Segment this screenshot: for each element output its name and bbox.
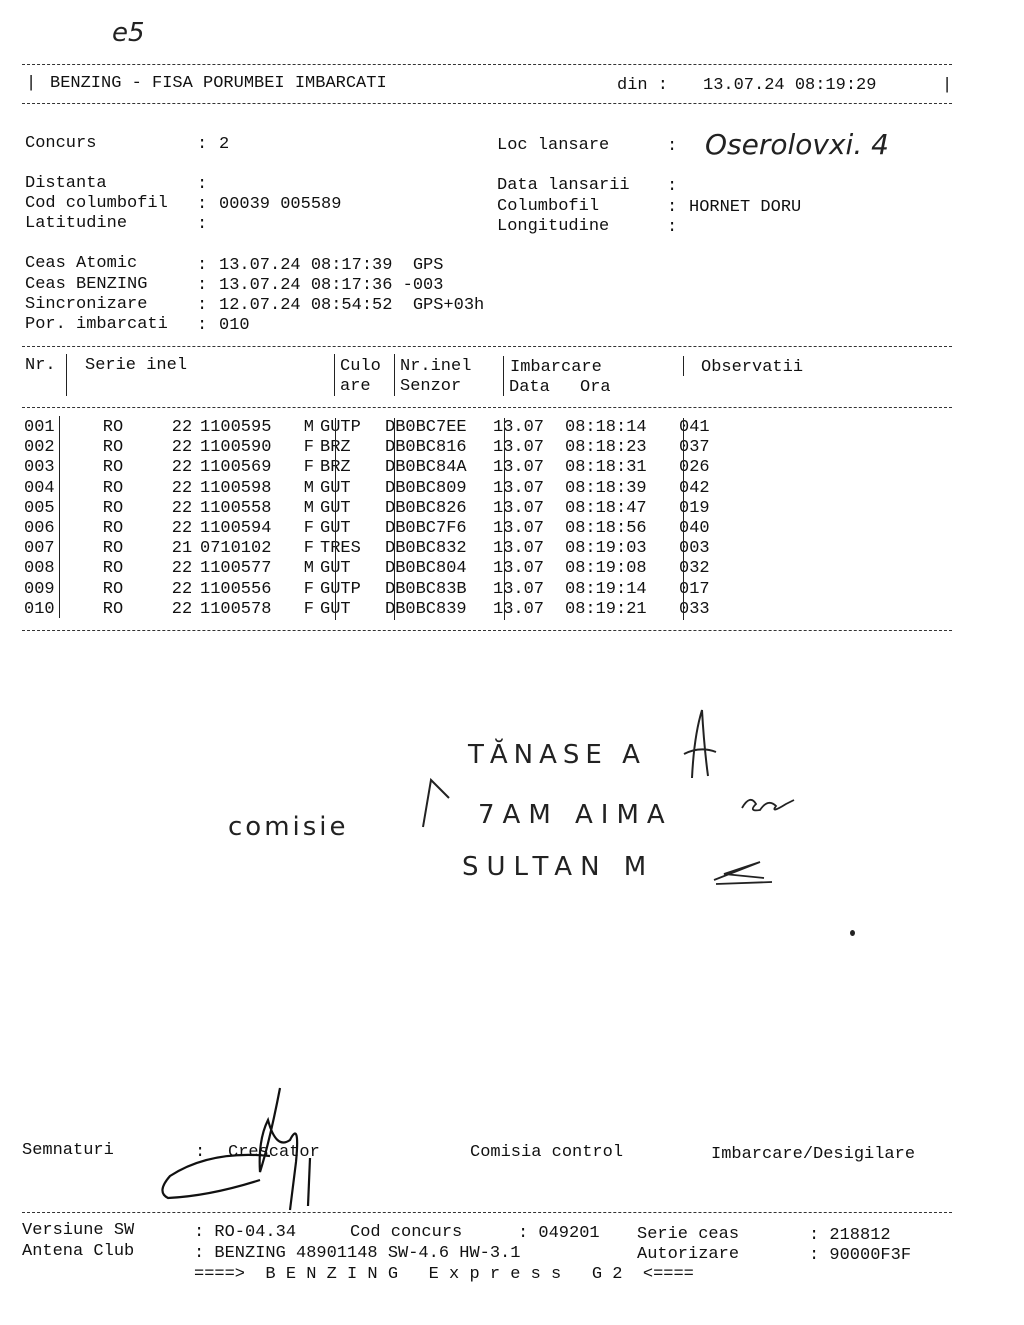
sincronizare-colon: : — [197, 296, 208, 315]
row-nr: 005 — [24, 498, 55, 518]
cod-concurs-value: : 049201 — [518, 1224, 600, 1243]
bracket-mark — [415, 772, 455, 832]
longitudine-label: Longitudine — [497, 217, 610, 236]
row-obs: 003 — [679, 539, 710, 559]
sincronizare-value: 12.07.24 08:54:52 GPS+03h — [219, 296, 485, 315]
row-inel: 1100577 — [200, 559, 272, 579]
autorizare-label: Autorizare — [637, 1245, 740, 1264]
row-ora: 08:19:03 — [565, 539, 647, 559]
data-lansarii-label: Data lansarii — [497, 176, 630, 195]
row-obs: 040 — [679, 519, 710, 539]
row-an: 22 — [171, 498, 193, 518]
body-separator-5 — [683, 418, 684, 620]
row-sex: M — [303, 498, 314, 518]
table-row — [24, 499, 739, 519]
por-imbarcati-value: 010 — [219, 316, 250, 335]
row-sex: M — [303, 559, 314, 579]
ceas-atomic-value: 13.07.24 08:17:39 GPS — [219, 256, 444, 275]
header-separator-5 — [683, 356, 684, 376]
table-bottom-rule — [22, 630, 952, 631]
header-din-value: 13.07.24 08:19:29 — [703, 76, 877, 95]
row-an: 22 — [171, 458, 193, 478]
row-obs: 033 — [679, 599, 710, 619]
row-an: 22 — [171, 519, 193, 539]
row-sex: F — [303, 539, 314, 559]
columbofil-colon: : — [667, 198, 678, 217]
ceas-benzing-label: Ceas BENZING — [25, 275, 148, 294]
row-tara: RO — [102, 438, 124, 458]
autorizare-value: : 90000F3F — [809, 1246, 912, 1265]
row-nr: 002 — [24, 438, 55, 458]
row-ora: 08:19:21 — [565, 599, 647, 619]
row-culoare: BRZ — [320, 458, 351, 478]
antena-value: : BENZING 48901148 SW-4.6 HW-3.1 — [194, 1244, 521, 1263]
col-header-ora: Ora — [580, 378, 611, 397]
columbofil-label: Columbofil — [497, 197, 600, 216]
table-row — [24, 580, 739, 600]
row-an: 22 — [171, 599, 193, 619]
row-data: 13.07 — [493, 438, 545, 458]
columbofil-value: HORNET DORU — [689, 198, 802, 217]
body-separator-3 — [394, 418, 395, 620]
row-ora: 08:19:14 — [565, 579, 647, 599]
row-tara: RO — [102, 599, 124, 619]
row-obs: 041 — [679, 418, 710, 437]
top-handwritten-note: e5 — [112, 18, 145, 48]
row-nr: 004 — [24, 478, 55, 498]
row-nr: 001 — [24, 418, 55, 437]
initial-signature-1 — [674, 706, 724, 782]
table-row — [24, 438, 739, 458]
row-sex: M — [303, 418, 314, 437]
row-sex: F — [303, 579, 314, 599]
row-ora: 08:18:56 — [565, 519, 647, 539]
row-culoare: GUTP — [320, 418, 361, 437]
row-inel: 1100595 — [200, 418, 272, 437]
row-sex: F — [303, 438, 314, 458]
row-senzor: DB0BC7EE — [385, 418, 467, 437]
row-senzor: DB0BC809 — [385, 478, 467, 498]
row-culoare: GUTP — [320, 579, 361, 599]
concurs-label: Concurs — [25, 134, 97, 153]
row-ora: 08:19:08 — [565, 559, 647, 579]
row-tara: RO — [102, 478, 124, 498]
row-inel: 1100569 — [200, 458, 272, 478]
table-header-rule — [22, 407, 952, 408]
row-inel: 1100578 — [200, 599, 272, 619]
boarding-table-body — [24, 418, 739, 620]
versiune-value: : RO-04.34 — [194, 1223, 297, 1242]
data-lansarii-colon: : — [667, 177, 678, 196]
row-culoare: GUT — [320, 599, 351, 619]
header-separator-3 — [394, 354, 395, 396]
row-ora: 08:18:14 — [565, 418, 647, 437]
row-obs: 017 — [679, 579, 710, 599]
table-row — [24, 479, 739, 499]
header-separator-2 — [334, 354, 335, 396]
col-header-culoare-1: Culo — [340, 357, 381, 376]
row-senzor: DB0BC804 — [385, 559, 467, 579]
ceas-benzing-value: 13.07.24 08:17:36 -003 — [219, 276, 444, 295]
distanta-colon: : — [197, 175, 208, 194]
footer-top-rule — [22, 1212, 952, 1213]
row-culoare: BRZ — [320, 438, 351, 458]
header-top-rule — [22, 64, 952, 65]
latitudine-label: Latitudine — [25, 214, 128, 233]
row-nr: 009 — [24, 579, 55, 599]
row-tara: RO — [102, 458, 124, 478]
handwritten-name-3: SULTAN M — [462, 852, 655, 882]
signature-imbarcare-desigilare: Imbarcare/Desigilare — [711, 1145, 916, 1164]
row-senzor: DB0BC84A — [385, 458, 467, 478]
row-an: 22 — [171, 438, 193, 458]
boarding-table — [24, 418, 739, 620]
header-separator-4 — [503, 356, 504, 396]
loc-lansare-handwritten: Oserolovxi. 4 — [705, 128, 889, 161]
semnaturi-label: Semnaturi — [22, 1141, 114, 1160]
col-header-observatii: Observatii — [701, 358, 804, 377]
row-inel: 1100590 — [200, 438, 272, 458]
versiune-label: Versiune SW — [22, 1221, 135, 1240]
row-data: 13.07 — [493, 478, 545, 498]
row-data: 13.07 — [493, 559, 545, 579]
initial-signature-3 — [706, 852, 776, 888]
row-sex: F — [303, 458, 314, 478]
row-tara: RO — [102, 539, 124, 559]
distanta-label: Distanta — [25, 174, 107, 193]
col-header-imbarcare: Imbarcare — [510, 358, 602, 377]
row-data: 13.07 — [493, 579, 545, 599]
table-top-rule — [22, 346, 952, 347]
row-an: 22 — [171, 478, 193, 498]
col-header-nrinel-1: Nr.inel — [400, 357, 472, 376]
row-data: 13.07 — [493, 418, 545, 437]
body-separator-1 — [59, 416, 60, 618]
row-inel: 1100556 — [200, 579, 272, 599]
row-ora: 08:18:47 — [565, 498, 647, 518]
ceas-benzing-colon: : — [197, 276, 208, 295]
row-tara: RO — [102, 579, 124, 599]
row-tara: RO — [102, 418, 124, 437]
row-sex: F — [303, 519, 314, 539]
col-header-nrinel-2: Senzor — [400, 377, 462, 396]
longitudine-colon: : — [667, 218, 678, 237]
row-an: 22 — [171, 559, 193, 579]
header-separator-1 — [66, 354, 67, 396]
handwritten-name-1: TĂNASE A — [468, 740, 646, 770]
concurs-value: 2 — [219, 135, 230, 154]
row-inel: 1100594 — [200, 519, 272, 539]
ceas-atomic-colon: : — [197, 256, 208, 275]
row-tara: RO — [102, 559, 124, 579]
handwritten-name-2: 7AM AIMA — [478, 800, 673, 830]
col-header-nr: Nr. — [25, 356, 56, 375]
antena-label: Antena Club — [22, 1242, 135, 1261]
row-culoare: GUT — [320, 498, 351, 518]
row-ora: 08:18:31 — [565, 458, 647, 478]
row-data: 13.07 — [493, 519, 545, 539]
row-inel: 1100558 — [200, 498, 272, 518]
table-row — [24, 539, 739, 559]
row-nr: 008 — [24, 559, 55, 579]
row-inel: 0710102 — [200, 539, 272, 559]
por-imbarcati-label: Por. imbarcati — [25, 315, 168, 334]
cod-columbofil-label: Cod columbofil — [25, 194, 168, 213]
body-separator-4 — [504, 418, 505, 620]
row-senzor: DB0BC83B — [385, 579, 467, 599]
row-data: 13.07 — [493, 458, 545, 478]
latitudine-colon: : — [197, 215, 208, 234]
initial-signature-2 — [738, 790, 798, 820]
row-senzor: DB0BC816 — [385, 438, 467, 458]
body-separator-2 — [335, 418, 336, 620]
row-culoare: GUT — [320, 478, 351, 498]
row-an: 22 — [171, 418, 193, 437]
handwritten-comisie: comisie — [228, 812, 349, 842]
row-senzor: DB0BC826 — [385, 498, 467, 518]
table-row — [24, 458, 739, 478]
row-nr: 010 — [24, 599, 55, 619]
row-an: 21 — [171, 539, 193, 559]
row-senzor: DB0BC7F6 — [385, 519, 467, 539]
concurs-colon: : — [197, 135, 208, 154]
header-left-bar: | — [26, 74, 37, 93]
crescator-signature — [150, 1080, 330, 1220]
row-tara: RO — [102, 498, 124, 518]
por-imbarcati-colon: : — [197, 316, 208, 335]
row-obs: 026 — [679, 458, 710, 478]
semnaturi-colon: : — [195, 1143, 206, 1162]
serie-ceas-value: : 218812 — [809, 1226, 891, 1245]
row-senzor: DB0BC839 — [385, 599, 467, 619]
benzing-banner: ====> B E N Z I N G E x p r e s s G 2 <==== — [194, 1265, 694, 1284]
row-tara: RO — [102, 519, 124, 539]
row-sex: F — [303, 599, 314, 619]
signature-comisia-control: Comisia control — [470, 1143, 624, 1162]
loc-lansare-label: Loc lansare — [497, 136, 610, 155]
row-data: 13.07 — [493, 498, 545, 518]
row-nr: 006 — [24, 519, 55, 539]
row-sex: M — [303, 478, 314, 498]
col-header-culoare-2: are — [340, 377, 371, 396]
signature-crescator: Crescator — [228, 1143, 320, 1162]
row-nr: 007 — [24, 539, 55, 559]
row-obs: 042 — [679, 478, 710, 498]
row-obs: 032 — [679, 559, 710, 579]
table-row — [24, 519, 739, 539]
row-ora: 08:18:39 — [565, 478, 647, 498]
cod-columbofil-colon: : — [197, 195, 208, 214]
table-row — [24, 559, 739, 579]
cod-concurs-label: Cod concurs — [350, 1223, 463, 1242]
row-nr: 003 — [24, 458, 55, 478]
document-title: BENZING - FISA PORUMBEI IMBARCATI — [50, 74, 387, 93]
row-an: 22 — [171, 579, 193, 599]
serie-ceas-label: Serie ceas — [637, 1225, 740, 1244]
row-ora: 08:18:23 — [565, 438, 647, 458]
header-right-bar: | — [942, 76, 953, 95]
row-inel: 1100598 — [200, 478, 272, 498]
row-culoare: GUT — [320, 559, 351, 579]
table-row — [24, 600, 739, 620]
row-data: 13.07 — [493, 539, 545, 559]
ink-dot — [850, 930, 855, 936]
loc-lansare-colon: : — [667, 137, 678, 156]
cod-columbofil-value: 00039 005589 — [219, 195, 342, 214]
sincronizare-label: Sincronizare — [25, 295, 148, 314]
row-senzor: DB0BC832 — [385, 539, 467, 559]
row-data: 13.07 — [493, 599, 545, 619]
row-culoare: GUT — [320, 519, 351, 539]
row-obs: 019 — [679, 498, 710, 518]
ceas-atomic-label: Ceas Atomic — [25, 254, 138, 273]
table-row — [24, 418, 739, 438]
col-header-data: Data — [509, 378, 550, 397]
header-bottom-rule — [22, 103, 952, 104]
row-obs: 037 — [679, 438, 710, 458]
row-culoare: TRES — [320, 539, 361, 559]
col-header-serie: Serie inel — [85, 356, 188, 375]
header-din-label: din : — [617, 76, 669, 95]
